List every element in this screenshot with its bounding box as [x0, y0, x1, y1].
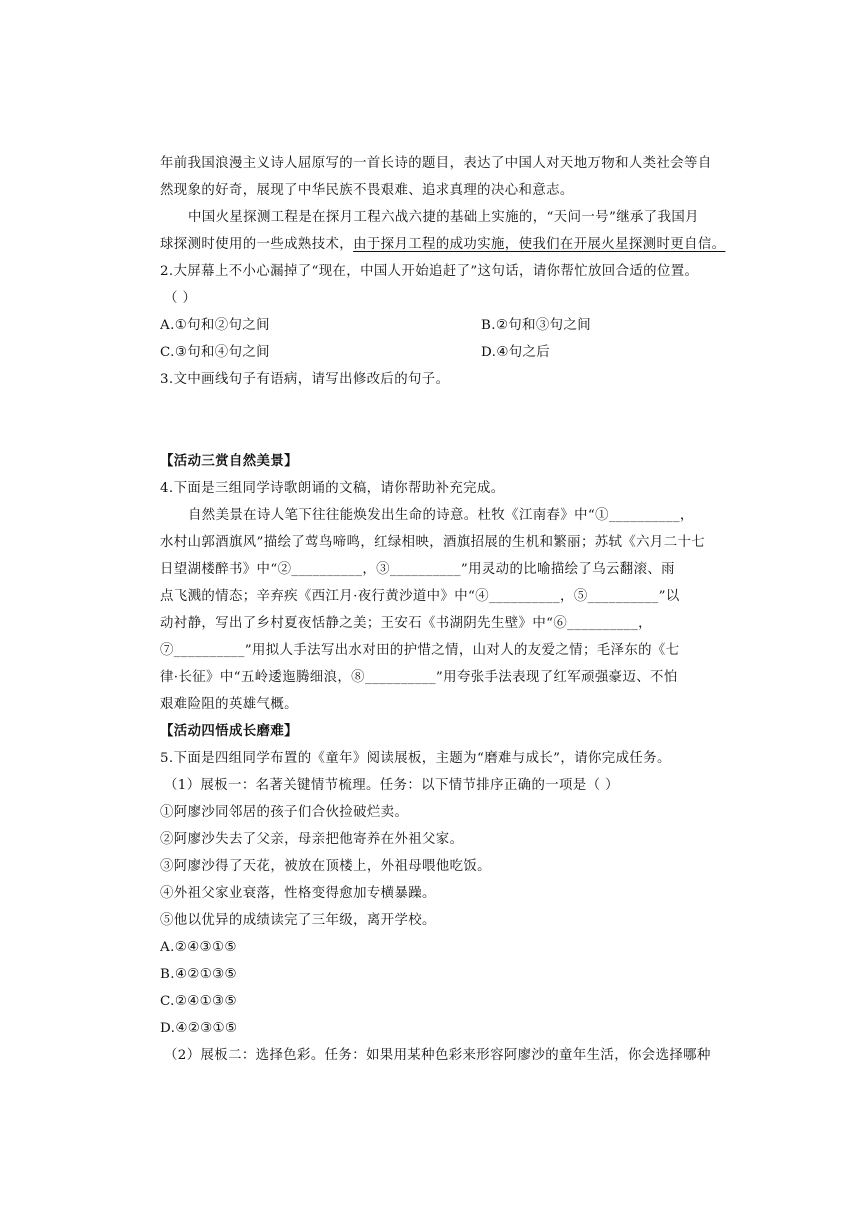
q2-option-b: B.②句和③句之间 — [481, 318, 592, 333]
para2-line2-plain: 球探测时使用的一些成熟技术， — [160, 237, 354, 252]
q5-option-c: C.②④①③⑤ — [160, 994, 237, 1009]
q4-text-line2: 水村山郭酒旗风”描绘了莺鸟啼鸣，红绿相映，酒旗招展的生机和繁丽；苏轼《六月二十七 — [160, 535, 706, 550]
para1-line1: 年前我国浪漫主义诗人屈原写的一首长诗的题目，表达了中国人对天地万物和人类社会等自 — [160, 156, 712, 171]
q5-option-b: B.④②①③⑤ — [160, 967, 237, 982]
q4-text-line5: 动衬静，写出了乡村夏夜恬静之美；王安石《书湖阴先生壁》中“⑥__________， — [160, 616, 652, 631]
q5-option-a: A.②④③①⑤ — [160, 940, 237, 955]
q2-option-a: A.①句和②句之间 — [160, 318, 270, 333]
activity3-header: 【活动三赏自然美景】 — [160, 454, 298, 469]
plot-item: ③阿廖沙得了天花，被放在顶楼上，外祖母喂他吃饭。 — [160, 859, 491, 874]
q4-text-line1: 自然美景在诗人笔下往往能焕发出生命的诗意。杜牧《江南春》中“①__________， — [188, 508, 694, 523]
q4-text-line8: 艰难险阻的英雄气概。 — [160, 697, 298, 712]
plot-item: ⑤他以优异的成绩读完了三年级，离开学校。 — [160, 913, 436, 928]
q3-stem: 3.文中画线句子有语病，请写出修改后的句子。 — [160, 372, 450, 387]
q2-option-d: D.④句之后 — [481, 345, 551, 360]
activity4-header: 【活动四悟成长磨难】 — [160, 724, 298, 739]
underlined-sentence: 由于探月工程的成功实施，使我们在开展火星探测时更自信。 — [353, 237, 726, 252]
plot-item: ④外祖父家业衰落，性格变得愈加专横暴躁。 — [160, 886, 436, 901]
board1-task: （1）展板一：名著关键情节梳理。任务：以下情节排序正确的一项是（ ） — [164, 778, 619, 793]
para2-line1: 中国火星探测工程是在探月工程六战六捷的基础上实施的，“天问一号”继承了我国月 — [188, 210, 699, 225]
para1-line2: 然现象的好奇，展现了中华民族不畏艰难、追求真理的决心和意志。 — [160, 183, 574, 198]
q4-text-line6: ⑦__________”用拟人手法写出水对田的护惜之情，山对人的友爱之情；毛泽东的《七 — [160, 643, 680, 658]
plot-item: ①阿廖沙同邻居的孩子们合伙捡破烂卖。 — [160, 805, 409, 820]
q2-stem: 2.大屏幕上不小心漏掉了“现在，中国人开始追赶了”这句话，请你帮忙放回合适的位置。 — [160, 264, 699, 279]
q2-option-c: C.③句和④句之间 — [160, 345, 270, 360]
board2-task: （2）展板二：选择色彩。任务：如果用某种色彩来形容阿廖沙的童年生活，你会选择哪种 — [164, 1048, 711, 1063]
q4-text-line4: 点飞溅的情态；辛弃疾《西江月·夜行黄沙道中》中“④__________，⑤__________”以 — [160, 589, 680, 604]
q5-option-d: D.④②③①⑤ — [160, 1021, 238, 1036]
q4-stem: 4.下面是三组同学诗歌朗诵的文稿，请你帮助补充完成。 — [160, 481, 505, 496]
para2-line2 — [160, 236, 725, 254]
q4-text-line3: 日望湖楼醉书》中“②__________，③__________”用灵动的比喻描绘了乌云翻滚、雨 — [160, 562, 675, 577]
q2-answer-paren: （ ） — [164, 291, 197, 306]
q5-stem: 5.下面是四组同学布置的《童年》阅读展板，主题为“磨难与成长”，请你完成任务。 — [160, 751, 671, 766]
q4-text-line7: 律·长征》中“五岭逶迤腾细浪，⑧__________”用夸张手法表现了红军顽强豪迈、不怕 — [160, 670, 678, 685]
plot-item: ②阿廖沙失去了父亲，母亲把他寄养在外祖父家。 — [160, 832, 464, 847]
